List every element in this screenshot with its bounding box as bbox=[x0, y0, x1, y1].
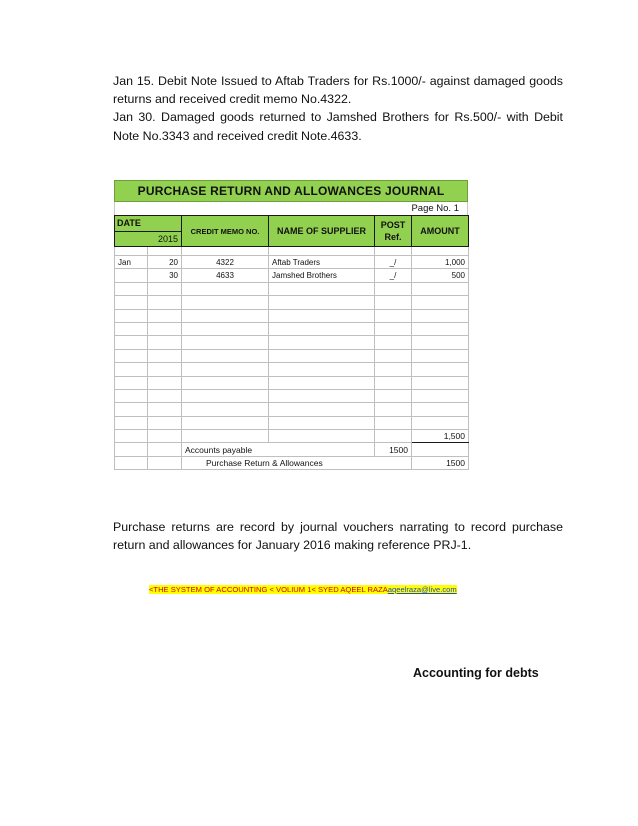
empty-row bbox=[115, 322, 469, 335]
header-year: 2015 bbox=[157, 234, 178, 244]
intro-line-1: Jan 15. Debit Note Issued to Aftab Traders for Rs.1000/- against damaged goods returns and received credit memo No.4322. bbox=[113, 74, 563, 107]
summary-credit-amount: 1500 bbox=[412, 456, 469, 469]
entry-amount: 500 bbox=[412, 269, 469, 282]
summary-account-payable: Accounts payable bbox=[182, 443, 375, 456]
journal-title: PURCHASE RETURN AND ALLOWANCES JOURNAL bbox=[114, 180, 468, 202]
footer-reference-line bbox=[149, 584, 457, 595]
summary-debit-amount: 1500 bbox=[375, 443, 412, 456]
entry-supplier: Jamshed Brothers bbox=[269, 269, 375, 282]
journal-header-row bbox=[115, 216, 469, 247]
empty-row bbox=[115, 336, 469, 349]
table-row bbox=[115, 269, 469, 282]
empty-row bbox=[115, 282, 469, 295]
empty-row bbox=[115, 389, 469, 402]
header-amount: AMOUNT bbox=[412, 216, 469, 247]
entry-supplier: Aftab Traders bbox=[269, 256, 375, 269]
closing-paragraph: Purchase returns are record by journal vouchers narrating to record purchase return and allowances for January 2016 making reference PRJ-1. bbox=[113, 520, 563, 553]
entry-day: 30 bbox=[148, 269, 182, 282]
journal-total: 1,500 bbox=[412, 430, 469, 443]
entry-amount: 1,000 bbox=[412, 256, 469, 269]
empty-row bbox=[115, 416, 469, 429]
total-row bbox=[115, 430, 469, 443]
entry-month bbox=[115, 269, 148, 282]
header-date-label: DATE bbox=[115, 216, 181, 232]
header-supplier: NAME OF SUPPLIER bbox=[269, 216, 375, 247]
empty-row bbox=[115, 296, 469, 309]
entry-day: 20 bbox=[148, 256, 182, 269]
purchase-return-journal bbox=[114, 180, 468, 470]
summary-purchase-return: Purchase Return & Allowances bbox=[182, 456, 412, 469]
intro-paragraph bbox=[113, 72, 563, 145]
journal-table bbox=[114, 215, 469, 470]
header-post-ref: POST Ref. bbox=[375, 216, 412, 247]
spacer-row bbox=[115, 247, 469, 256]
summary-row-debit bbox=[115, 443, 469, 456]
empty-row bbox=[115, 376, 469, 389]
empty-row bbox=[115, 363, 469, 376]
header-date bbox=[115, 216, 182, 247]
page-signature: Accounting for debts bbox=[413, 666, 539, 680]
intro-line-2: Jan 30. Damaged goods returned to Jamshed Brothers for Rs.500/- with Debit Note No.3343 and received credit Note.4633. bbox=[113, 110, 563, 143]
table-row bbox=[115, 256, 469, 269]
header-credit-memo: CREDIT MEMO NO. bbox=[182, 216, 269, 247]
entry-post-ref: _/ bbox=[375, 256, 412, 269]
empty-row bbox=[115, 309, 469, 322]
empty-row bbox=[115, 349, 469, 362]
footer-email-link[interactable]: aqeelraza@live.com bbox=[387, 585, 457, 594]
entry-memo: 4633 bbox=[182, 269, 269, 282]
entry-memo: 4322 bbox=[182, 256, 269, 269]
empty-row bbox=[115, 403, 469, 416]
summary-row-credit bbox=[115, 456, 469, 469]
footer-reference: <THE SYSTEM OF ACCOUNTING < VOLIUM 1< SYED AQEEL RAZA bbox=[149, 585, 388, 594]
entry-month: Jan bbox=[115, 256, 148, 269]
entry-post-ref: _/ bbox=[375, 269, 412, 282]
journal-page-number: Page No. 1 bbox=[114, 202, 468, 215]
